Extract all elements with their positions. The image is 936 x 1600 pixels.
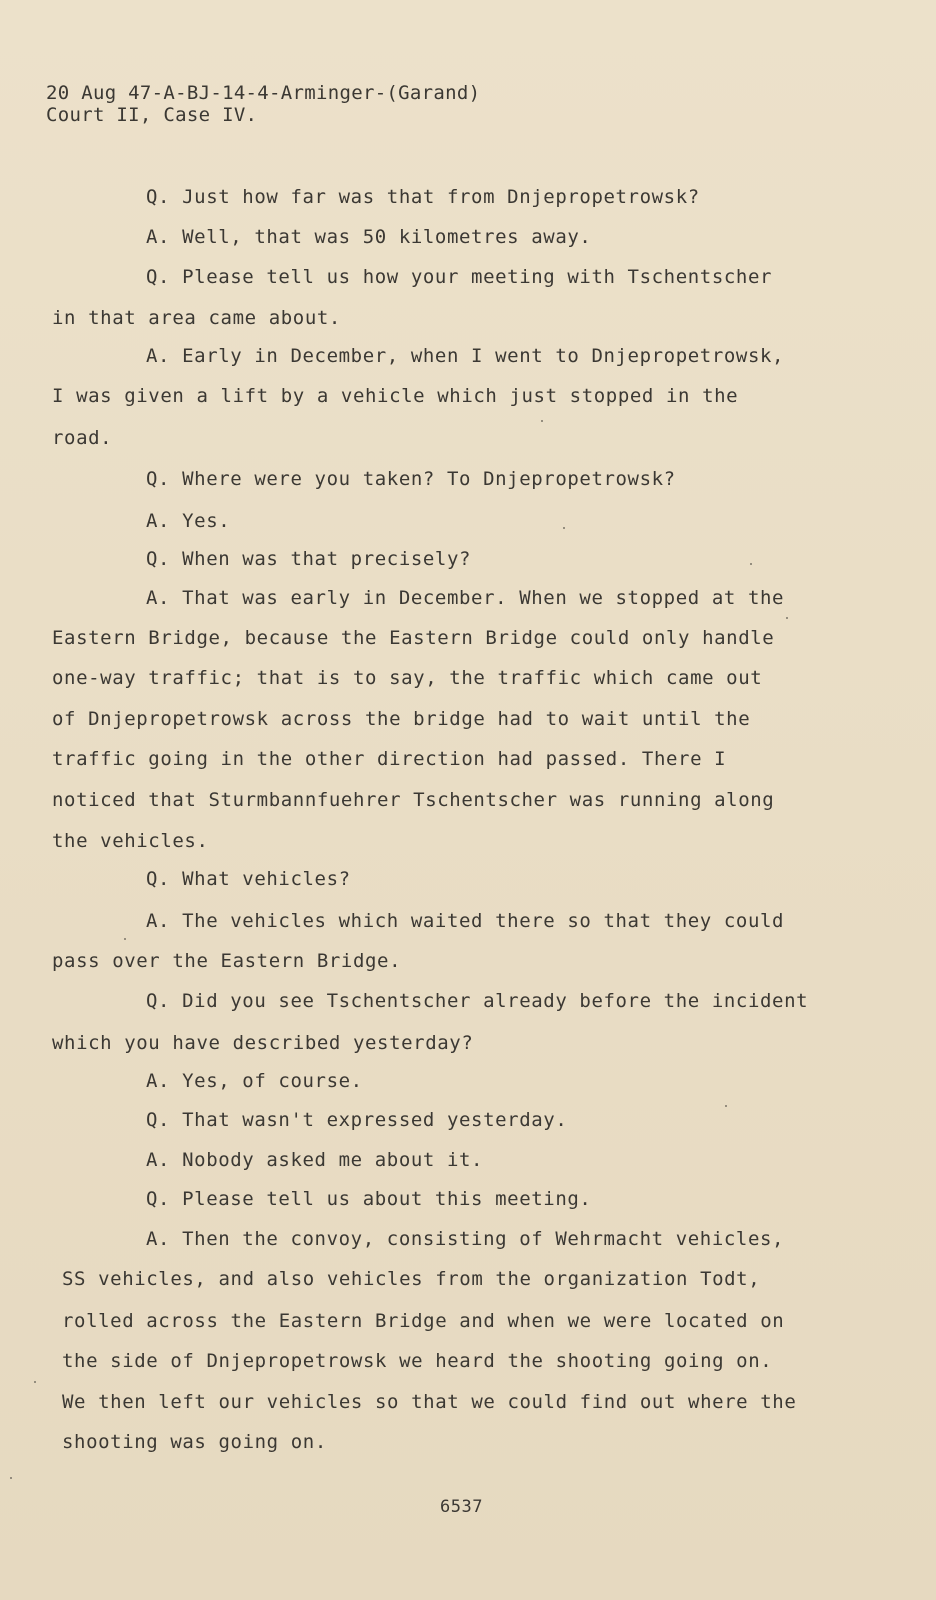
transcript-line: A. Then the convoy, consisting of Wehrmacht vehicles,: [146, 1228, 785, 1250]
transcript-line: A. Well, that was 50 kilometres away.: [146, 226, 592, 248]
transcript-line: Q. Just how far was that from Dnjepropetrowsk?: [146, 186, 700, 208]
transcript-line: noticed that Sturmbannfuehrer Tschentscher was running along: [52, 789, 775, 811]
transcript-line: the side of Dnjepropetrowsk we heard the shooting going on.: [62, 1350, 773, 1372]
transcript-line: Q. Please tell us how your meeting with Tschentscher: [146, 266, 773, 288]
transcript-line: rolled across the Eastern Bridge and when we were located on: [62, 1310, 785, 1332]
paper-speck: [725, 1105, 727, 1107]
transcript-line: Eastern Bridge, because the Eastern Bridge could only handle: [52, 627, 775, 649]
paper-speck: [786, 617, 788, 619]
transcript-line: Q. Did you see Tschentscher already before the incident: [146, 990, 809, 1012]
transcript-line: A. Nobody asked me about it.: [146, 1149, 484, 1171]
transcript-line: A. The vehicles which waited there so that they could: [146, 910, 785, 932]
transcript-line: the vehicles.: [52, 830, 209, 852]
paper-speck: [10, 1477, 12, 1479]
transcript-line: A. Early in December, when I went to Dnjepropetrowsk,: [146, 345, 785, 367]
transcript-line: Q. Where were you taken? To Dnjepropetrowsk?: [146, 468, 676, 490]
paper-speck: [124, 938, 126, 940]
transcript-line: Q. When was that precisely?: [146, 548, 472, 570]
transcript-line: road.: [52, 427, 113, 449]
transcript-line: traffic going in the other direction had passed. There I: [52, 748, 727, 770]
transcript-line: pass over the Eastern Bridge.: [52, 950, 402, 972]
transcript-line: A. Yes.: [146, 510, 231, 532]
paper-speck: [34, 1381, 36, 1383]
header-reference-line: 20 Aug 47-A-BJ-14-4-Arminger-(Garand): [46, 82, 481, 104]
header-court-line: Court II, Case IV.: [46, 104, 258, 126]
paper-speck: [541, 420, 543, 422]
transcript-line: of Dnjepropetrowsk across the bridge had to wait until the: [52, 708, 751, 730]
transcript-line: A. That was early in December. When we stopped at the: [146, 587, 785, 609]
transcript-line: Q. Please tell us about this meeting.: [146, 1188, 592, 1210]
transcript-line: one-way traffic; that is to say, the traffic which came out: [52, 667, 763, 689]
transcript-line: shooting was going on.: [62, 1431, 327, 1453]
page-number: 6537: [440, 1497, 483, 1517]
transcript-line: I was given a lift by a vehicle which just stopped in the: [52, 385, 739, 407]
transcript-line: SS vehicles, and also vehicles from the organization Todt,: [62, 1268, 761, 1290]
transcript-line: A. Yes, of course.: [146, 1070, 363, 1092]
transcript-line: Q. That wasn't expressed yesterday.: [146, 1109, 568, 1131]
transcript-line: which you have described yesterday?: [52, 1032, 474, 1054]
paper-speck: [563, 527, 565, 529]
document-header: [46, 82, 480, 126]
paper-speck: [750, 563, 752, 565]
transcript-line: in that area came about.: [52, 307, 341, 329]
transcript-line: Q. What vehicles?: [146, 868, 351, 890]
transcript-line: We then left our vehicles so that we could find out where the: [62, 1391, 797, 1413]
